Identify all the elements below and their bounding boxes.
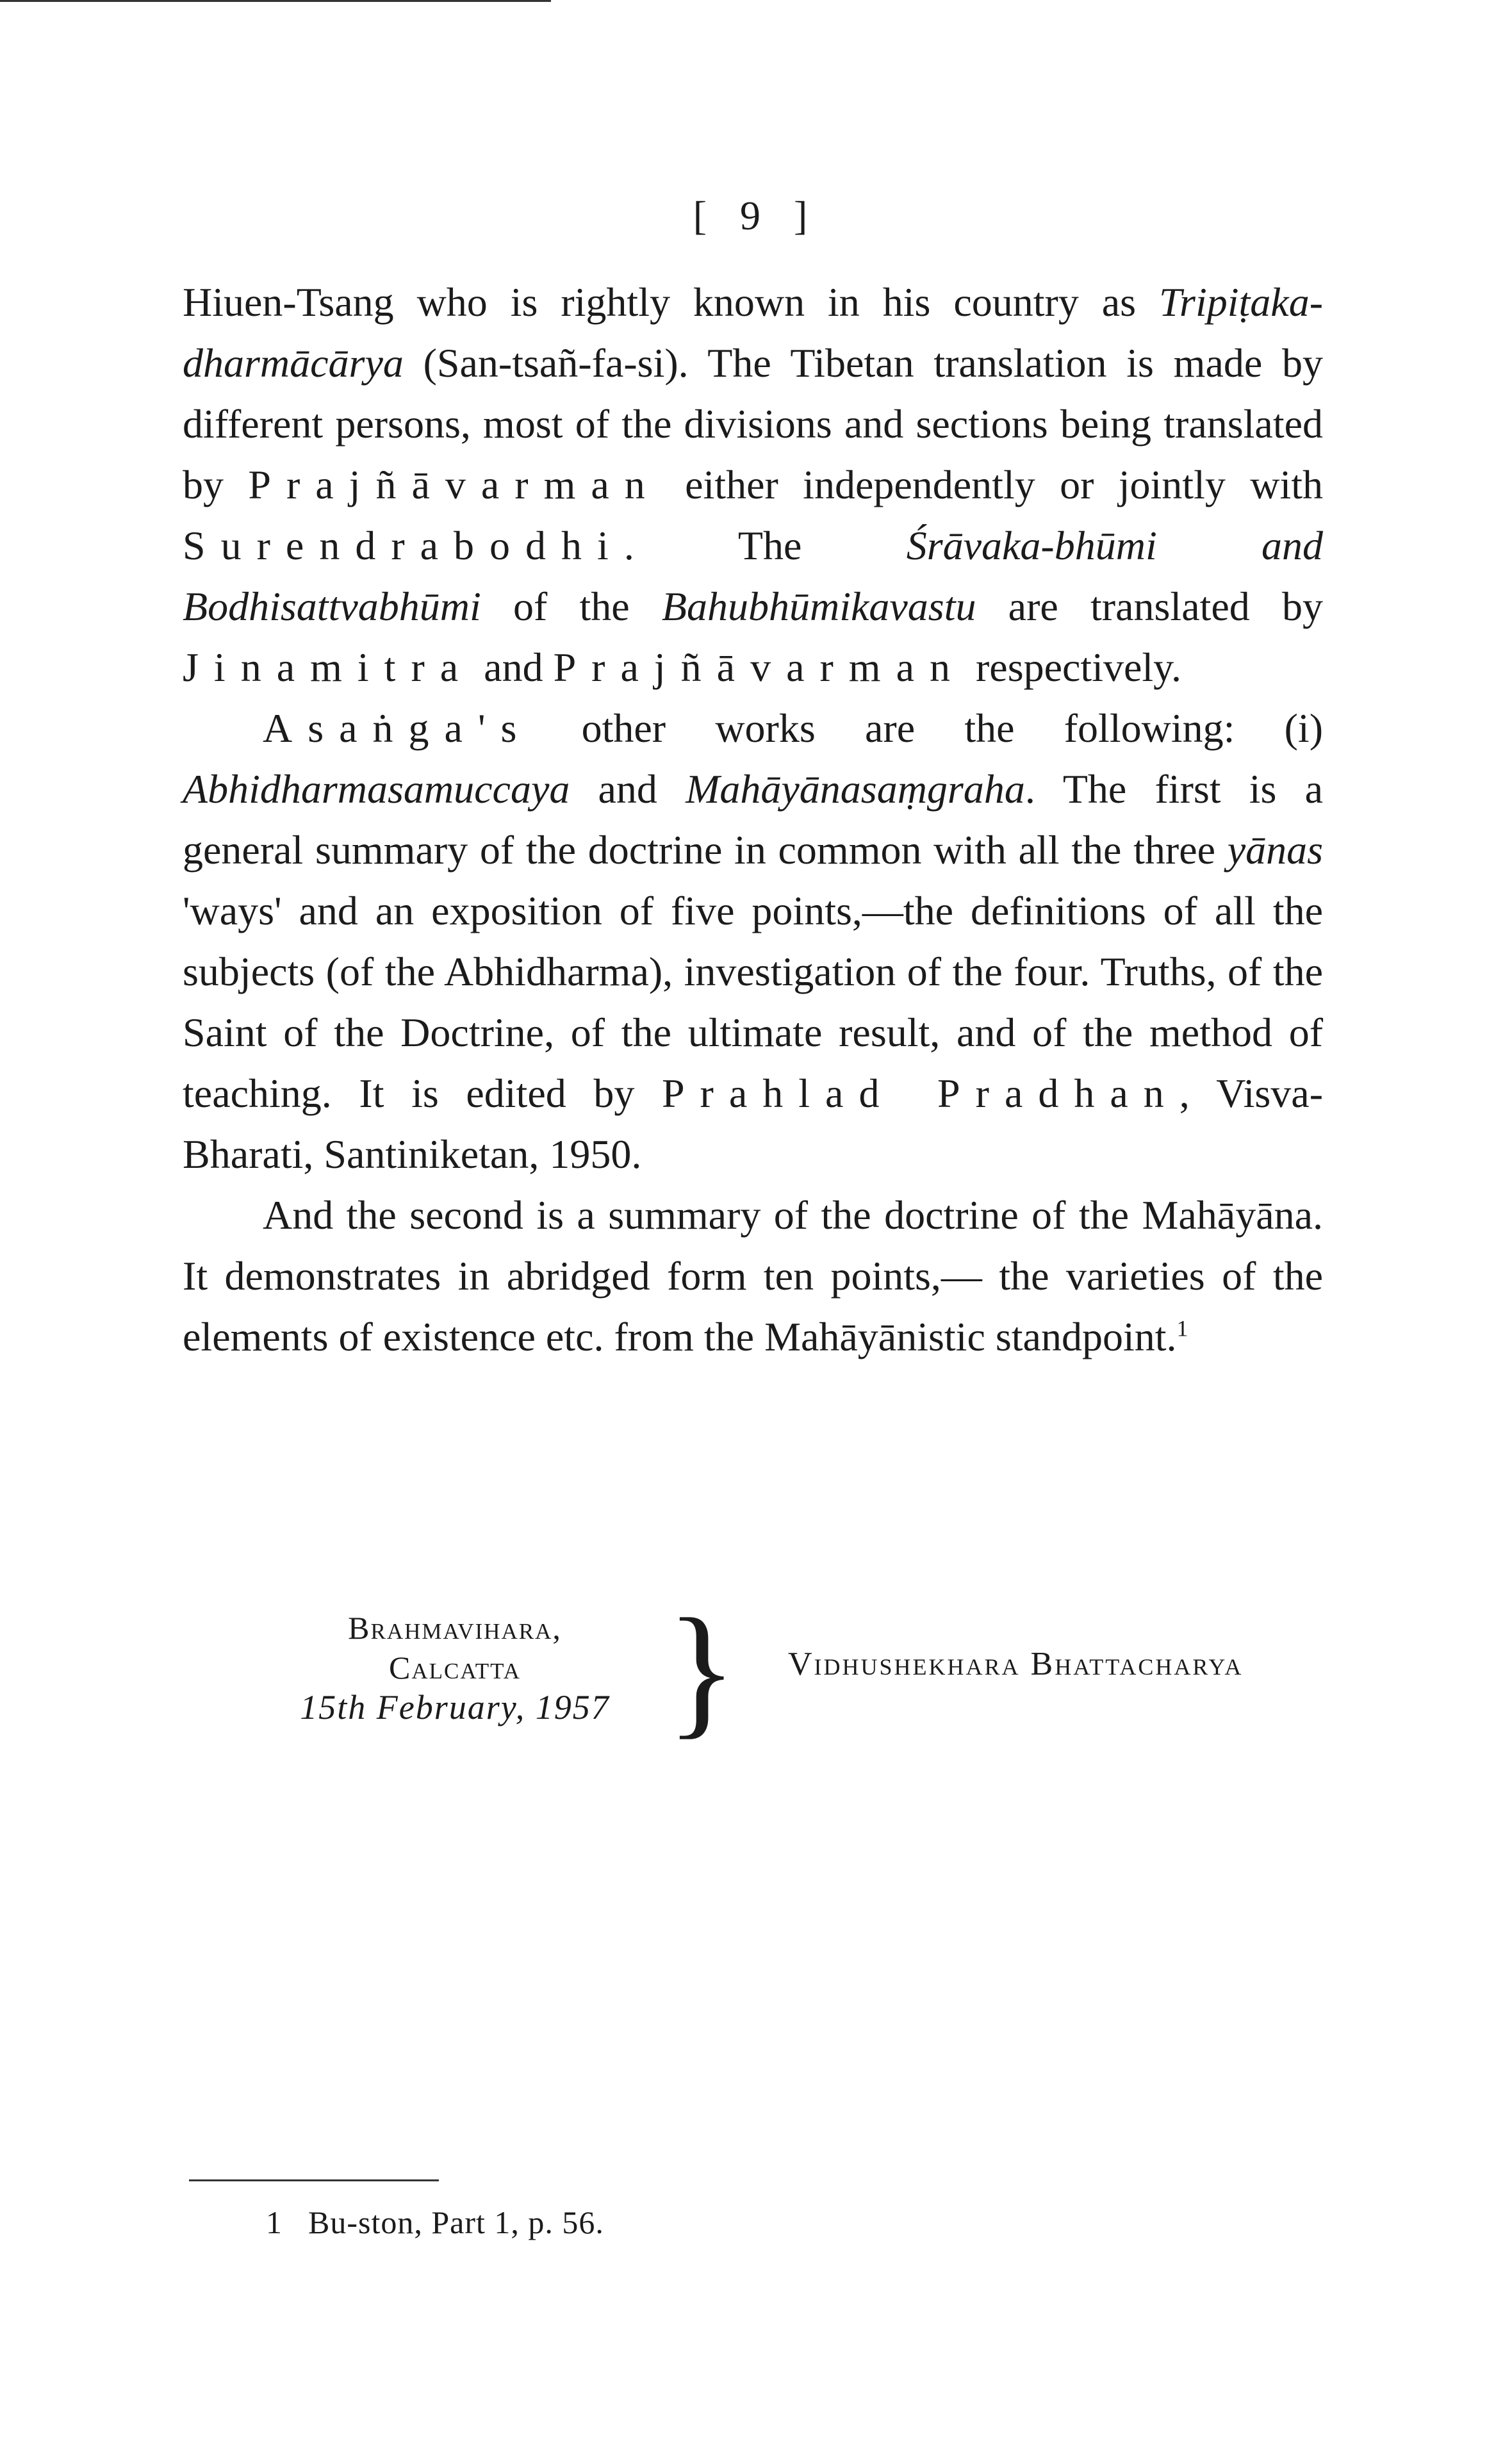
- p3-text: And the second is a summary of the doctrine of the Mahāyāna. It demonstrates in abridged form ten points,— the varieties of the elements of existence etc. from the Mahāyānistic standpoint.: [183, 1192, 1323, 1359]
- p1-title: Tripiṭaka-dharmācārya: [183, 279, 1323, 386]
- p1-name: Jinamitra: [183, 644, 474, 690]
- p1-title: Śrāvaka-bhūmi and Bodhisattvabhūmi: [183, 523, 1324, 629]
- body-text: [183, 272, 1323, 1367]
- p1-name: Surendrabodhi: [183, 523, 624, 568]
- p1-text: and: [473, 644, 554, 690]
- p2-title: Abhidharmasamuccaya: [183, 766, 570, 812]
- signature-block: [192, 1588, 1333, 1751]
- p2-text: . The first is a general summary of the doctrine in common with all the three: [183, 766, 1324, 873]
- p1-text: Hiuen-Tsang who is rightly known in his country as: [183, 279, 1159, 325]
- footnote-text: Bu-ston, Part 1, p. 56.: [308, 2204, 604, 2240]
- footnote-mark[interactable]: 1: [1176, 1315, 1188, 1341]
- p2-title: yānas: [1227, 827, 1323, 873]
- p1-name: Prajñāvarman: [248, 462, 661, 507]
- author-name: Vidhushekhara Bhattacharya: [788, 1646, 1244, 1682]
- paragraph-2: [183, 698, 1323, 1185]
- p1-text: of the: [481, 584, 662, 629]
- p2-text: , Visva-Bharati, Santiniketan, 1950.: [183, 1070, 1324, 1177]
- p2-text: other works are the following: (i): [532, 705, 1323, 751]
- curly-brace: }: [666, 1588, 737, 1751]
- p1-text: are translated by: [976, 584, 1323, 629]
- p1-text: . The: [623, 523, 907, 568]
- top-rule: [0, 0, 551, 2]
- footnote: [266, 2204, 604, 2241]
- p1-text: either independently or jointly with: [660, 462, 1324, 507]
- footnote-rule: [189, 2179, 439, 2181]
- p1-title: Bahubhūmikavastu: [661, 584, 976, 629]
- p1-text: (San-tsañ-fa-si). The Tibetan translation is made by different persons, most of the divisions and sections being translated by: [183, 340, 1323, 507]
- date-line: 15th February, 1957: [300, 1688, 610, 1726]
- p1-name: Prajñāvarman: [553, 644, 966, 690]
- p1-text: respectively.: [965, 644, 1181, 690]
- page-number: [ 9 ]: [693, 193, 819, 238]
- place-line-2: Calcatta: [389, 1650, 521, 1685]
- p2-text: and: [570, 766, 686, 812]
- paragraph-1: [183, 272, 1323, 698]
- footnote-number: 1: [266, 2204, 283, 2240]
- place-line-1: Brahmavihara,: [348, 1610, 562, 1646]
- p2-title: Mahāyānasaṃgraha: [686, 766, 1025, 812]
- paragraph-3: [183, 1185, 1323, 1367]
- p2-name: Prahlad Pradhan: [661, 1070, 1179, 1116]
- place-and-date: [224, 1608, 686, 1727]
- p2-text: 'ways' and an exposition of five points,—the definitions of all the subjects (of the Abhidharma), investigation of the four. Truths, of the Saint of the Doctrine, of the ultimate result, and of the method of teaching. It is edited by: [183, 888, 1323, 1116]
- p2-name: Asaṅga's: [263, 705, 532, 751]
